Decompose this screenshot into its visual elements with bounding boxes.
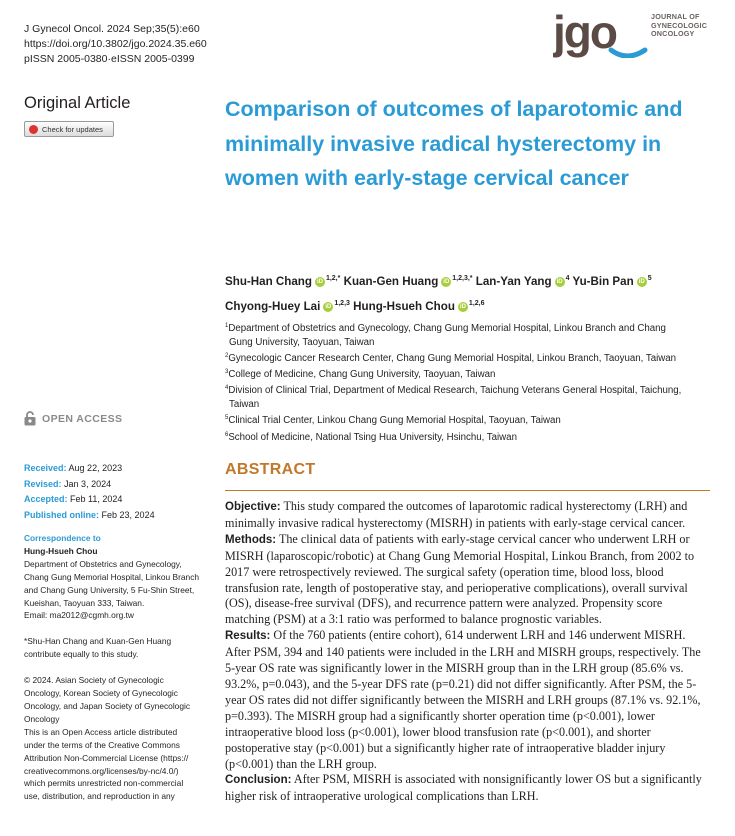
affiliation: $^4$Division of Clinical Trial, Department of Medical Research, Taichung Veterans General Hospital, Taichung,: [225, 385, 682, 397]
abstract-methods: Methods: The clinical data of patients with early-stage cervical cancer who underwent LRH or MISRH (laparoscopic/robotic) at Chang Gung Memorial Hospital, Linkou Branch, from 2002 to 2017 were retrospectively reviewed. The surgical safety (operation time, blood loss, blood transfusion rate, length of postoperative stay, and perioperative complications), overall survival (OS), disease-free survival (DFS), and recurrence pattern were analyzed. Propensity score matching (PSM) at a 3:1 ratio was performed to balance prognostic variables.: [225, 531, 695, 627]
correspondence-label: Correspondence to: [24, 533, 101, 543]
orcid-icon[interactable]: iD: [316, 278, 323, 285]
equal-contribution-note: contribute equally to this study.: [24, 649, 139, 660]
logo-letters: jgo: [553, 10, 616, 58]
license-line: Oncology, Korean Society of Gynecologic: [24, 688, 178, 699]
license-line: Oncology: [24, 713, 60, 724]
affiliation: $^2$Gynecologic Cancer Research Center, Chang Gung Memorial Hospital, Linkou Branch, Taoyuan, Taiwan: [225, 353, 677, 365]
license-line: Attribution Non-Commercial License (https://: [24, 752, 189, 763]
license-line: use, distribution, and reproduction in any: [24, 791, 175, 802]
date-accepted: Accepted: Feb 11, 2024: [24, 494, 123, 504]
address-line: Kueishan, Taoyuan 333, Taiwan.: [24, 597, 145, 608]
abstract-conclusion: Conclusion: After PSM, MISRH is associated with nonsignificantly lower OS but a significantly higher risk of intraoperative urological complications than LRH.: [225, 772, 702, 804]
author[interactable]: Lan-Yan Yang iD $^4$: [475, 274, 570, 288]
logo-line-2: GYNECOLOGIC: [651, 20, 708, 30]
abstract-results: Results: Of the 760 patients (entire cohort), 614 underwent LRH and 146 underwent MISRH. After PSM, 394 and 140 patients were included in the LRH and MISRH groups, respectively. The 5-year OS rate was significantly lower in the MISRH group than in the LRH group (85.6% vs. 93.2%, p=0.043), and the 5-year DFS rate (p=0.21) did not differ significantly. After PSM, the 5-year OS rates did not differ significantly between the MISRH and LRH groups (87.1% vs. 92.1%, p=0.393). The MISRH group had a significantly shorter operation time (p<0.001), lower intraoperative blood loss (p<0.001), lower blood transfusion rate (p<0.001), and shorter postoperative stay (p<0.001) but a significantly higher rate of intraoperative bladder injury (p<0.001) than the LRH group.: [225, 628, 701, 771]
abstract-objective: Objective: This study compared the outcomes of laparotomic radical hysterectomy (LRH) and minimally invasive radical hysterectomy (MISRH) in patients with early-stage cervical cancer.: [225, 499, 688, 530]
date-published: Published online: Feb 23, 2024: [24, 509, 155, 520]
logo-line-3: ONCOLOGY: [651, 29, 695, 39]
abstract-divider: [225, 490, 710, 491]
license-line[interactable]: creativecommons.org/licenses/by-nc/4.0/): [24, 765, 179, 776]
orcid-icon[interactable]: iD: [443, 278, 450, 285]
logo-line-1: JOURNAL OF: [651, 12, 700, 21]
crossmark-icon: [29, 125, 38, 134]
author[interactable]: Chyong-Huey Lai iD $^{1,2,3}$: [225, 299, 350, 313]
orcid-icon[interactable]: iD: [638, 278, 645, 285]
license-line: © 2024. Asian Society of Gynecologic: [24, 675, 164, 686]
affiliation: $^3$College of Medicine, Chang Gung University, Taoyuan, Taiwan: [225, 369, 496, 381]
equal-contribution-note: *Shu-Han Chang and Kuan-Gen Huang: [24, 636, 172, 647]
check-updates-button[interactable]: [24, 121, 114, 137]
abstract-body: [225, 499, 710, 805]
doi-link[interactable]: https://doi.org/10.3802/jgo.2024.35.e60: [24, 38, 207, 50]
correspondence: [24, 532, 209, 803]
orcid-icon[interactable]: iD: [325, 303, 332, 310]
address-line: Chang Gung Memorial Hospital, Linkou Branch: [24, 571, 200, 582]
issn: pISSN 2005-0380·eISSN 2005-0399: [24, 53, 195, 65]
journal-meta: [24, 22, 207, 67]
address-line: Department of Obstetrics and Gynecology,: [24, 558, 182, 569]
logo-text: [651, 13, 707, 39]
correspondence-name: Hung-Hsueh Chou: [24, 545, 98, 556]
article-type: Original Article: [24, 94, 131, 112]
article-dates: [24, 461, 155, 523]
email[interactable]: Email: ma2012@cgmh.org.tw: [24, 610, 134, 621]
author[interactable]: Yu-Bin Pan iD $^5$: [572, 274, 652, 288]
address-line: and Chang Gung University, 5 Fu-Shin Street,: [24, 584, 195, 595]
date-revised: Revised: Jan 3, 2024: [24, 478, 112, 489]
open-access-label: OPEN ACCESS: [42, 412, 123, 425]
orcid-icon[interactable]: iD: [556, 278, 563, 285]
license-line: Oncology, and Japan Society of Gynecologic: [24, 700, 191, 711]
affiliation: $^5$Clinical Trial Center, Linkou Chang Gung Memorial Hospital, Taoyuan, Taiwan: [225, 415, 561, 427]
license-line: under the terms of the Creative Commons: [24, 739, 180, 750]
author[interactable]: Kuan-Gen Huang iD $^{1,2,3,*}$: [343, 274, 473, 288]
affiliation: $^6$School of Medicine, National Tsing Hua University, Hsinchu, Taiwan: [225, 431, 517, 443]
check-updates-label: Check for updates: [42, 124, 103, 134]
abstract-heading: ABSTRACT: [225, 461, 316, 478]
citation: J Gynecol Oncol. 2024 Sep;35(5):e60: [24, 23, 200, 35]
orcid-icon[interactable]: iD: [459, 303, 466, 310]
license-line: which permits unrestricted non-commercial: [24, 778, 184, 789]
article-title: Comparison of outcomes of laparotomic and minimally invasive radical hysterectomy in women with early-stage cervical cancer: [225, 97, 683, 190]
author-list: [225, 268, 715, 318]
affiliation-cont: Gung University, Taoyuan, Taiwan: [229, 337, 375, 349]
date-received: Received: Aug 22, 2023: [24, 463, 123, 473]
affiliations: [225, 320, 710, 445]
open-access-badge: [24, 411, 122, 426]
affiliation: $^1$Department of Obstetrics and Gynecology, Chang Gung Memorial Hospital, Linkou Branch and Chang: [225, 323, 666, 335]
logo-swoosh: [611, 50, 645, 56]
open-lock-icon: [24, 411, 36, 426]
affiliation-cont: Taiwan: [229, 399, 260, 411]
author[interactable]: Shu-Han Chang iD $^{1,2,*}$: [225, 274, 341, 288]
license-line: This is an Open Access article distributed: [24, 726, 178, 737]
author[interactable]: Hung-Hsueh Chou iD $^{1,2,6}$: [353, 299, 485, 313]
